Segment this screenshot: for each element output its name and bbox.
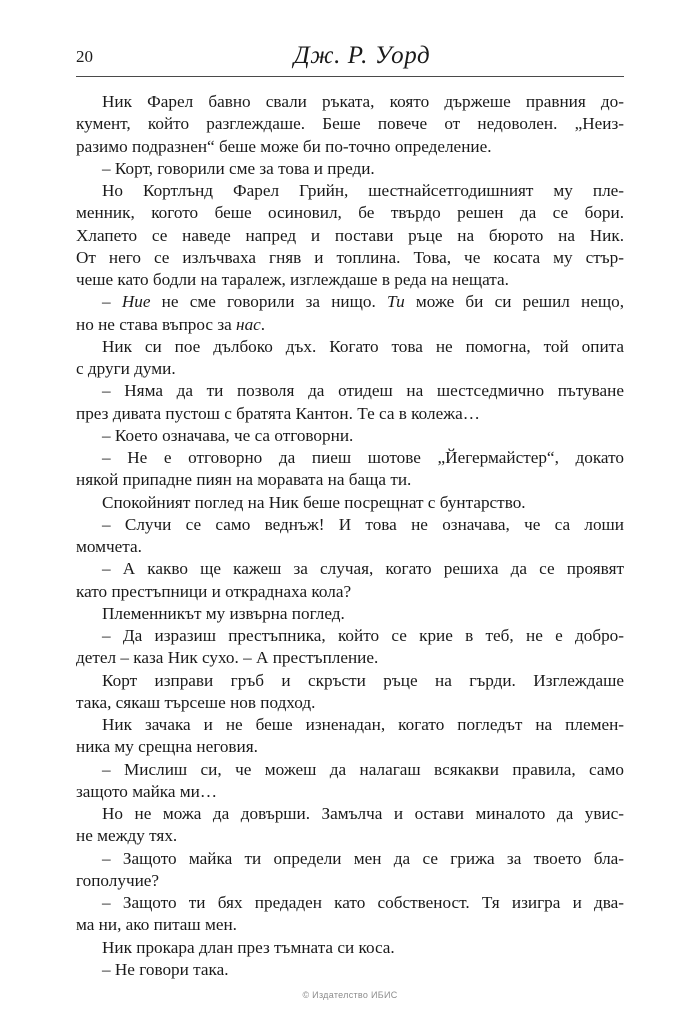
copyright-footer: © Издателство ИБИС — [302, 990, 398, 1000]
text-line: – А какво ще кажеш за случая, когато решиха да се проявят — [102, 559, 624, 579]
text-line: – Да изразиш престъпника, който се крие в теб, не е добро- — [102, 626, 624, 645]
text-line: Ник Фарел бавно свали ръката, която държеше правния до- — [102, 92, 624, 111]
page-number: 20 — [76, 47, 93, 66]
text-line: разимо подразнен“ беше може би по-точно определение. — [76, 136, 492, 156]
body-text — [76, 91, 624, 981]
text-line: чеше като бодли на таралеж, изглеждаше в реда на нещата. — [76, 270, 509, 289]
text-line: – Случи се само веднъж! И това не означава, че са лоши — [102, 514, 624, 534]
text-line: гополучие? — [76, 870, 160, 890]
header-rule — [76, 76, 624, 77]
text-line: Но не можа да довърши. Замълча и остави миналото да увис- — [102, 804, 624, 823]
text-line: като престъпници и откраднаха кола? — [76, 581, 352, 601]
text-line: Корт изправи гръб и скръсти ръце на гърди. Изглеждаше — [102, 670, 624, 690]
text-line: така, сякаш търсеше нов подход. — [76, 692, 316, 712]
text-line: – Защото ти бях предаден като собственост. Тя изигра и два- — [102, 893, 624, 912]
text-line: но не става въпрос за нас. — [76, 314, 266, 334]
text-line: Хлапето се наведе напред и постави ръце на бюрото на Ник. — [76, 225, 624, 245]
text-line: – Мислиш си, че можеш да налагаш всякакви правила, само — [102, 759, 624, 779]
text-line: Но Кортлънд Фарел Грийн, шестнайсетгодишният му пле- — [102, 181, 624, 200]
text-line: От него се излъчваха гняв и топлина. Това, че косата му стър- — [76, 247, 624, 267]
running-title: Дж. Р. Уорд — [293, 42, 431, 69]
text-line: някой припадне пиян на моравата на баща ти. — [76, 470, 412, 490]
text-line: – Ние не сме говорили за нищо. Ти може би си решил нещо, — [102, 292, 624, 312]
text-line: Ник прокара длан през тъмната си коса. — [102, 937, 395, 957]
text-line: не между тях. — [76, 826, 178, 846]
text-line: момчета. — [76, 537, 142, 556]
text-line: – Няма да ти позволя да отидеш на шестседмично пътуване — [102, 381, 624, 401]
text-line: менник, когото беше осиновил, бе твърдо решен да се бори. — [76, 203, 624, 223]
text-line: детел – каза Ник сухо. – А престъпление. — [76, 648, 379, 668]
text-line: – Не говори така. — [102, 959, 229, 979]
text-line: през дивата пустош с братята Кантон. Те са в колежа… — [76, 403, 480, 423]
text-line: – Не е отговорно да пиеш шотове „Йегермайстер“, докато — [102, 448, 624, 467]
text-line: – Корт, говорили сме за това и преди. — [102, 158, 375, 178]
text-line: Ник си пое дълбоко дъх. Когато това не помогна, той опита — [102, 336, 624, 356]
text-line: ма ни, ако питаш мен. — [76, 915, 237, 935]
text-line: защото майка ми… — [76, 781, 218, 801]
text-line: Ник зачака и не беше изненадан, когато погледът на племен- — [102, 715, 624, 734]
text-line: – Защото майка ти определи мен да се грижа за твоето бла- — [102, 848, 624, 868]
text-line: с други думи. — [76, 359, 176, 378]
text-line: – Което означава, че са отговорни. — [102, 425, 354, 445]
text-line: Племенникът му извърна поглед. — [102, 603, 345, 623]
text-line: кумент, който разглеждаше. Беше повече от недоволен. „Неиз- — [76, 114, 624, 134]
text-line: ника му срещна неговия. — [76, 737, 258, 757]
text-line: Спокойният поглед на Ник беше посрещнат с бунтарство. — [102, 492, 526, 512]
